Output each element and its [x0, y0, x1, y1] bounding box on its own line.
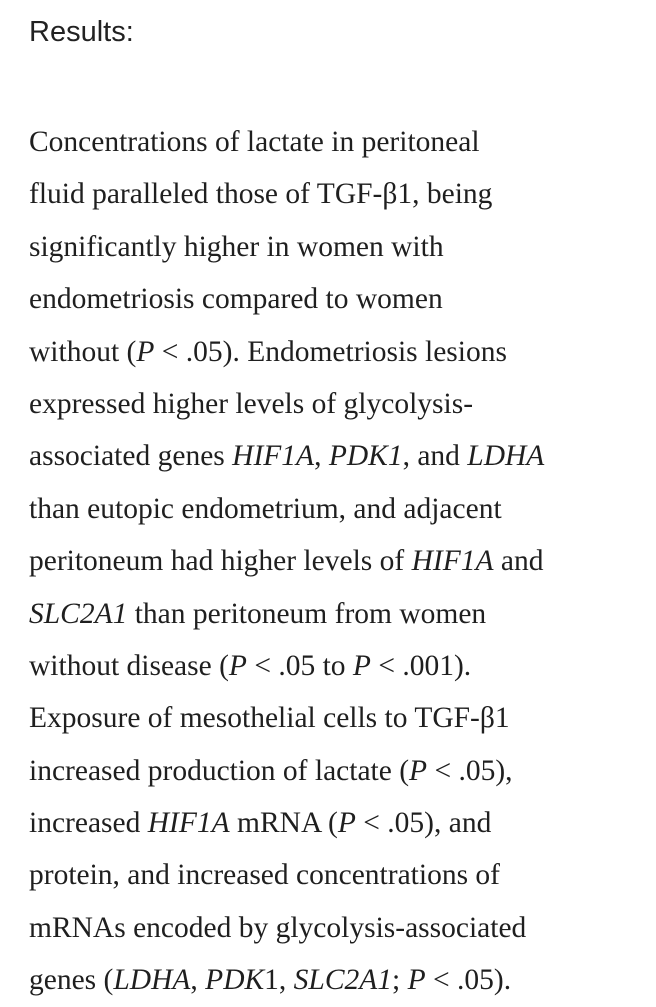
text-run: and [493, 545, 544, 578]
text-line [29, 797, 649, 849]
text-line [29, 430, 649, 482]
text-run: fluid paralleled those of TGF-β1, being [29, 178, 493, 211]
text-line [29, 378, 649, 430]
text-line [29, 326, 649, 378]
text-run: , [314, 440, 329, 473]
text-line [29, 483, 649, 535]
text-run: associated genes [29, 440, 233, 473]
text-run: < .05 to [246, 649, 353, 682]
text-run: < .05), and [355, 807, 492, 840]
text-line [29, 745, 649, 797]
text-run: < .05). Endometriosis lesions [154, 335, 507, 368]
text-line [29, 116, 649, 168]
italic-term: PDK1 [328, 440, 403, 473]
text-line [29, 168, 649, 220]
italic-term: P [228, 649, 247, 682]
italic-term: P [337, 807, 356, 840]
text-run: , [190, 964, 206, 997]
italic-term: P [409, 754, 428, 787]
text-run: < .05), [427, 754, 513, 787]
text-run: Concentrations of lactate in peritoneal [29, 126, 480, 158]
text-run: endometriosis compared to women [29, 283, 443, 316]
text-run: than peritoneum from women [127, 597, 487, 630]
italic-term: SLC2A1 [29, 597, 128, 630]
text-run: increased production of lactate ( [29, 754, 410, 787]
text-run: expressed higher levels of glycolysis- [29, 387, 474, 420]
text-line [29, 588, 649, 640]
italic-term: HIF1A [411, 545, 494, 578]
text-run: Exposure of mesothelial cells to TGF-β1 [29, 702, 510, 735]
text-run: than eutopic endometrium, and adjacent [29, 492, 502, 525]
text-run: 1, [264, 964, 294, 997]
text-run: peritoneum had higher levels of [29, 545, 412, 578]
text-line [29, 692, 649, 744]
text-run: protein, and increased concentrations of [29, 859, 500, 892]
italic-term: LDHA [113, 964, 191, 997]
text-run: mRNA ( [229, 807, 338, 840]
text-line [29, 902, 649, 954]
text-run: without disease ( [29, 649, 229, 682]
text-run: without ( [29, 335, 137, 368]
italic-term: HIF1A [232, 440, 315, 473]
italic-term: LDHA [467, 440, 545, 473]
text-run: increased [29, 807, 148, 840]
text-line [29, 273, 649, 325]
text-line [29, 221, 649, 273]
text-line [29, 954, 649, 1006]
results-paragraph [29, 116, 649, 1007]
italic-term: SLC2A1 [293, 964, 393, 997]
text-line [29, 849, 649, 901]
italic-term: P [352, 649, 371, 682]
text-run: < .05). [425, 964, 512, 997]
text-run: ; [392, 964, 408, 997]
text-run: mRNAs encoded by glycolysis-associated [29, 911, 527, 944]
italic-term: P [407, 964, 426, 997]
text-run: , and [402, 440, 468, 473]
text-line [29, 535, 649, 587]
italic-term: HIF1A [147, 807, 230, 840]
text-run: genes ( [29, 964, 114, 997]
text-line [29, 640, 649, 692]
text-run: < .001). [370, 649, 472, 682]
section-heading: Results: [29, 16, 134, 48]
text-run: significantly higher in women with [29, 230, 444, 263]
italic-term: PDK [205, 964, 265, 997]
italic-term: P [136, 335, 155, 368]
